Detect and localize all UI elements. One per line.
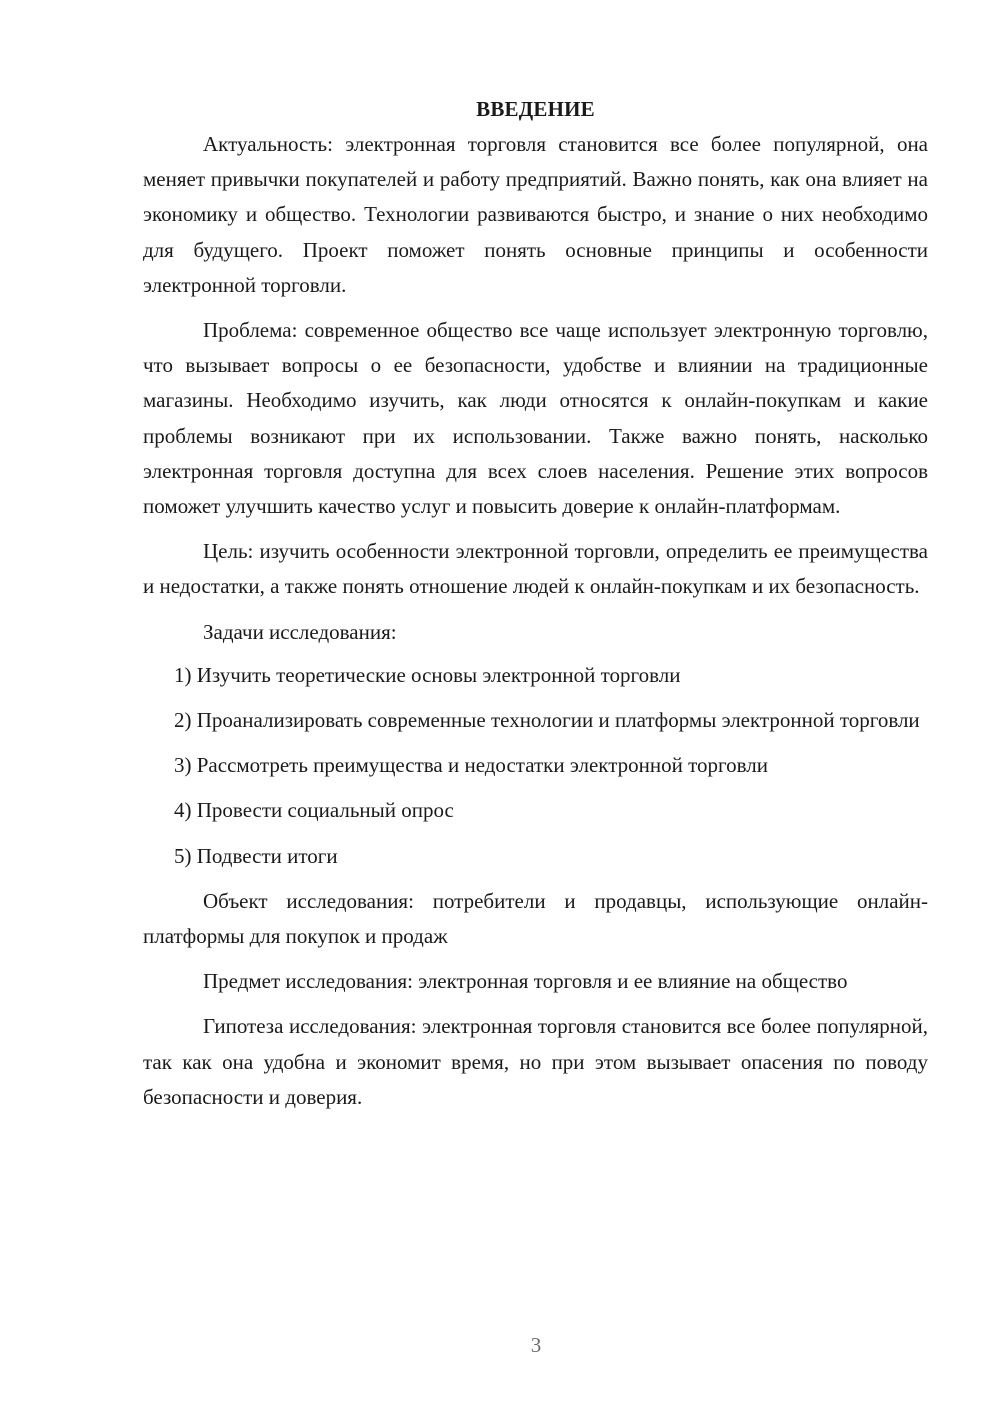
task-item-3: 3) Рассмотреть преимущества и недостатки электронной торговли <box>174 753 768 778</box>
task-item-5: 5) Подвести итоги <box>174 843 338 868</box>
paragraph-hypothesis: Гипотеза исследования: электронная торговля становится все более популярной, так как она удобна и экономит время, но при этом вызывает опасения по поводу безопасности и доверия. <box>143 1014 928 1109</box>
task-item-1: 1) Изучить теоретические основы электронной торговли <box>174 662 681 687</box>
task-item-2: 2) Проанализировать современные технологии и платформы электронной торговли <box>174 708 920 733</box>
paragraph-relevance: Актуальность: электронная торговля становится все более популярной, она меняет привычки покупателей и работу предприятий. Важно понять, как она влияет на экономику и общество. Технологии развиваются быстро, и знание о них необходимо для будущего. Проект поможет понять основные принципы и особенности электронной торговли. <box>143 132 928 297</box>
task-item-4: 4) Провести социальный опрос <box>174 798 454 823</box>
section-heading: ВВЕДЕНИЕ <box>476 97 595 121</box>
paragraph-subject: Предмет исследования: электронная торговля и ее влияние на общество <box>203 969 848 994</box>
page-number: 3 <box>530 1333 542 1357</box>
paragraph-tasks-title: Задачи исследования: <box>203 619 397 644</box>
paragraph-goal: Цель: изучить особенности электронной торговли, определить ее преимущества и недостатки, а также понять отношение людей к онлайн-покупкам и их безопасность. <box>143 539 928 599</box>
paragraph-object: Объект исследования: потребители и продавцы, использующие онлайн-платформы для покупок и продаж <box>143 888 928 949</box>
document-page <box>143 92 928 1115</box>
paragraph-problem: Проблема: современное общество все чаще использует электронную торговлю, что вызывает вопросы о ее безопасности, удобстве и влиянии на традиционные магазины. Необходимо изучить, как люди относятся к онлайн-покупкам и какие проблемы возникают при их использовании. Также важно понять, насколько электронная торговля доступна для всех слоев населения. Решение этих вопросов поможет улучшить качество услуг и повысить доверие к онлайн-платформам. <box>143 318 928 519</box>
